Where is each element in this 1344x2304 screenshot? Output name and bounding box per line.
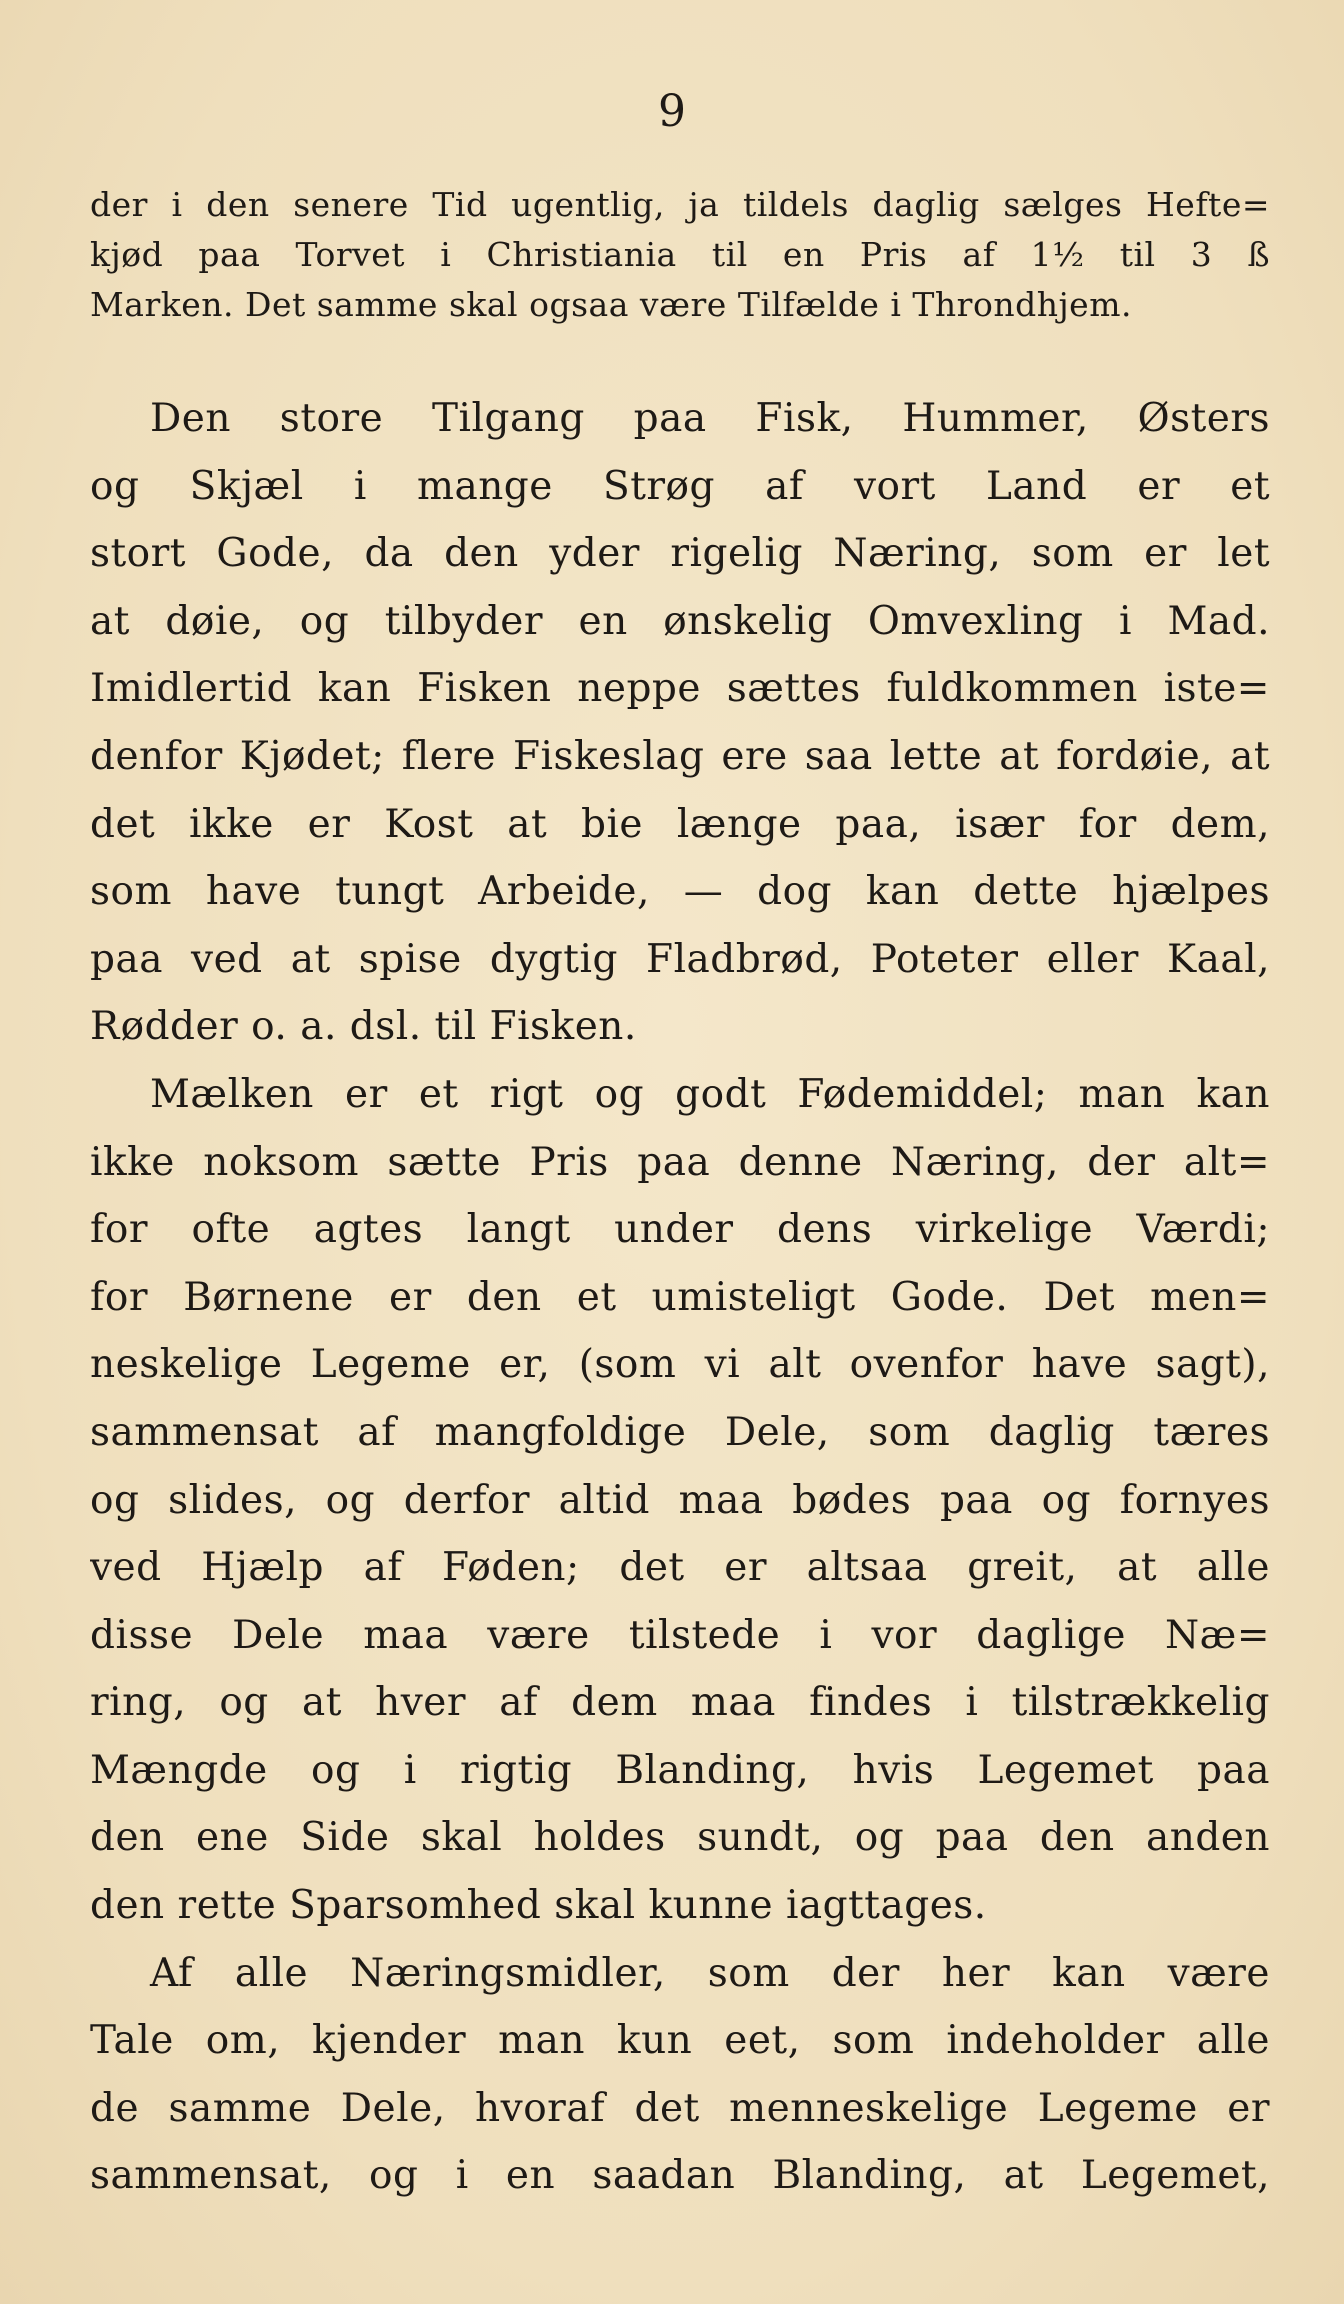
text-line: sammensat, og i en saadan Blanding, at Legemet, bbox=[90, 2153, 1270, 2199]
text-line: paa ved at spise dygtig Fladbrød, Poteter eller Kaal, bbox=[90, 936, 1270, 982]
text-line: for Børnene er den et umisteligt Gode. Det men= bbox=[90, 1274, 1270, 1320]
text-line: disse Dele maa være tilstede i vor daglige Næ= bbox=[90, 1612, 1270, 1658]
text-line: ring, og at hver af dem maa findes i tilstrækkelig bbox=[90, 1680, 1270, 1726]
text-line: som have tungt Arbeide, — dog kan dette hjælpes bbox=[90, 869, 1270, 915]
text-line: Mængde og i rigtig Blanding, hvis Legemet paa bbox=[90, 1747, 1270, 1793]
text-line: kjød paa Torvet i Christiania til en Pris af 1½ til 3 ß bbox=[90, 235, 1270, 274]
text-line: Af alle Næringsmidler, som der her kan være bbox=[150, 1950, 1270, 1996]
text-line: Marken. Det samme skal ogsaa være Tilfælde i Throndhjem. bbox=[90, 285, 1132, 324]
text-line: Imidlertid kan Fisken neppe sættes fuldkommen iste= bbox=[90, 666, 1270, 712]
text-line: sammensat af mangfoldige Dele, som daglig tæres bbox=[90, 1409, 1270, 1455]
continuation-paragraph bbox=[90, 180, 1270, 330]
text-line: den ene Side skal holdes sundt, og paa den anden bbox=[90, 1815, 1270, 1861]
text-line: Den store Tilgang paa Fisk, Hummer, Østers bbox=[150, 396, 1270, 441]
text-line: Mælken er et rigt og godt Fødemiddel; man kan bbox=[150, 1071, 1270, 1117]
text-line: de samme Dele, hvoraf det menneskelige Legeme er bbox=[90, 2085, 1270, 2131]
text-line: ved Hjælp af Føden; det er altsaa greit, at alle bbox=[90, 1545, 1270, 1591]
body-text bbox=[90, 385, 1270, 2210]
text-line: denfor Kjødet; flere Fiskeslag ere saa lette at fordøie, at bbox=[90, 733, 1270, 779]
text-line: den rette Sparsomhed skal kunne iagttages. bbox=[90, 1883, 987, 1929]
text-line: Rødder o. a. dsl. til Fisken. bbox=[90, 1004, 637, 1050]
text-line: det ikke er Kost at bie længe paa, især for dem, bbox=[90, 801, 1270, 847]
text-line: og Skjæl i mange Strøg af vort Land er et bbox=[90, 463, 1270, 509]
text-line: stort Gode, da den yder rigelig Næring, som er let bbox=[90, 531, 1270, 577]
text-line: der i den senere Tid ugentlig, ja tildels daglig sælges Hefte= bbox=[90, 185, 1270, 224]
text-line: ikke noksom sætte Pris paa denne Næring, der alt= bbox=[90, 1139, 1270, 1185]
page-number: 9 bbox=[658, 86, 686, 137]
text-line: for ofte agtes langt under dens virkelige Værdi; bbox=[90, 1207, 1270, 1253]
text-line: at døie, og tilbyder en ønskelig Omvexling i Mad. bbox=[90, 598, 1270, 644]
text-line: neskelige Legeme er, (som vi alt ovenfor have sagt), bbox=[90, 1342, 1270, 1388]
text-line: Tale om, kjender man kun eet, som indeholder alle bbox=[90, 2018, 1270, 2064]
text-line: og slides, og derfor altid maa bødes paa og fornyes bbox=[90, 1477, 1270, 1523]
